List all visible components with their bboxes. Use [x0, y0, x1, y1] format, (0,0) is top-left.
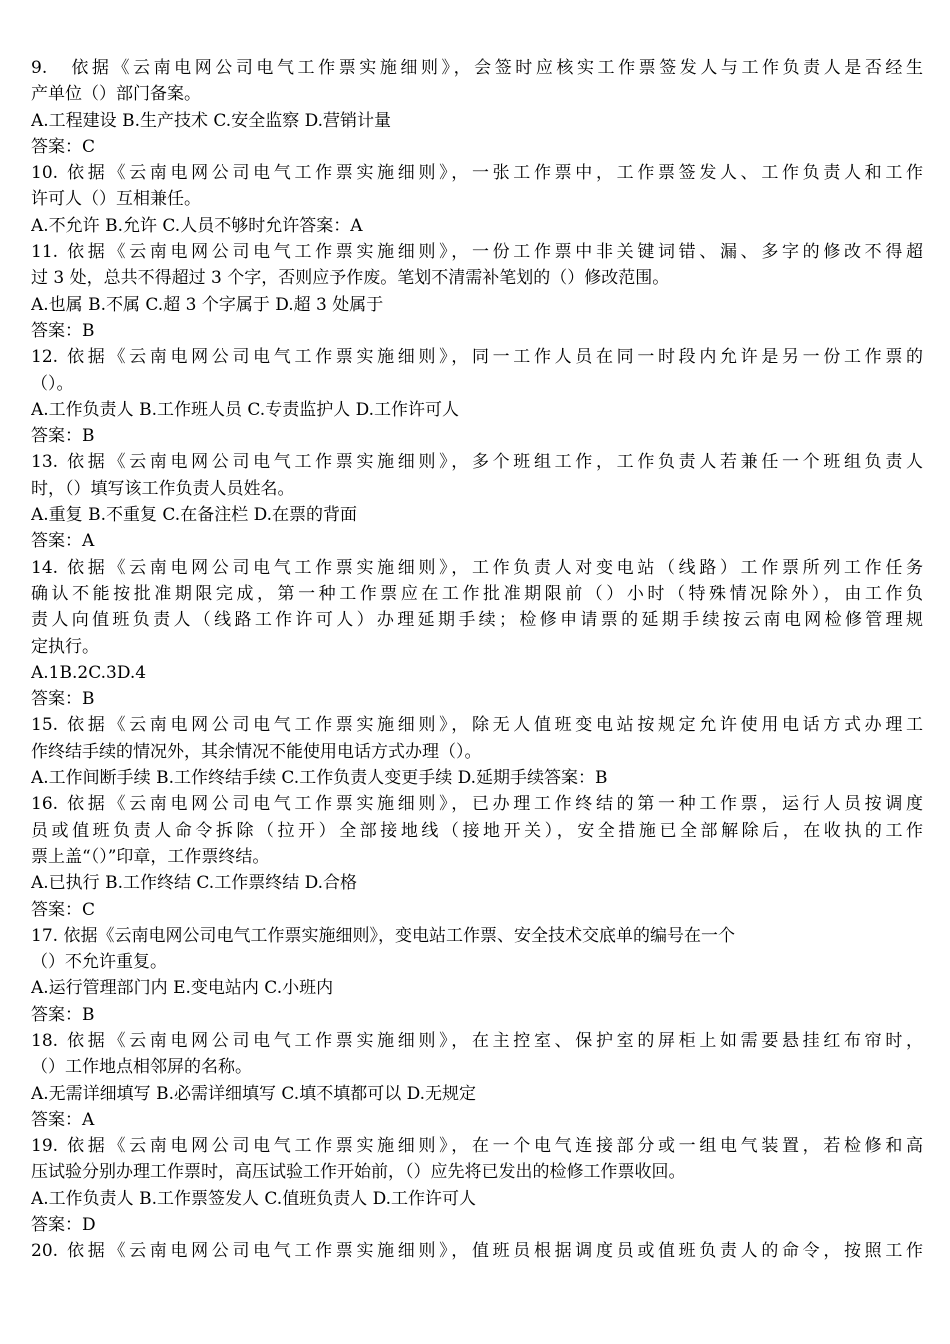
document-body	[31, 55, 923, 1265]
text-line: 15. 依据《云南电网公司电气工作票实施细则》，除无人值班变电站按规定允许使用电话方式办理工	[31, 715, 923, 736]
text-line: 13. 依据《云南电网公司电气工作票实施细则》，多个班组工作，工作负责人若兼任一个班组负责人	[31, 452, 923, 473]
text-line: 9. 依据《云南电网公司电气工作票实施细则》，会签时应核实工作票签发人与工作负责人是否经生	[31, 58, 923, 78]
text-line: A.也属 B.不属 C.超 3 个字属于 D.超 3 处属于	[31, 294, 384, 315]
text-line: 10. 依据《云南电网公司电气工作票实施细则》，一张工作票中，工作票签发人、工作负责人和工作	[31, 163, 923, 184]
text-line: 许可人（）互相兼任。	[31, 189, 201, 210]
text-line: （）。	[31, 373, 74, 394]
text-line: A.工程建设 B.生产技术 C.安全监察 D.营销计量	[31, 110, 392, 131]
text-line: A.重复 B.不重复 C.在备注栏 D.在票的背面	[31, 505, 358, 526]
text-line: 19. 依据《云南电网公司电气工作票实施细则》，在一个电气连接部分或一组电气装置，若检修和高	[31, 1136, 923, 1157]
text-line: 员或值班负责人命令拆除（拉开）全部接地线（接地开关），安全措施已全部解除后，在收执的工作	[31, 820, 923, 841]
text-line: A.工作负责人 B.工作票签发人 C.值班负责人 D.工作许可人	[31, 1188, 477, 1209]
text-line: 答案：A	[31, 531, 95, 552]
text-line: 11. 依据《云南电网公司电气工作票实施细则》，一份工作票中非关键词错、漏、多字的修改不得超	[31, 242, 923, 263]
text-line: 过 3 处，总共不得超过 3 个字，否则应予作废。笔划不清需补笔划的（）修改范围。	[31, 268, 670, 289]
text-line: 18. 依据《云南电网公司电气工作票实施细则》，在主控室、保护室的屏柜上如需要悬挂红布帘时，	[31, 1030, 923, 1051]
text-line: 确认不能按批准期限完成，第一种工作票应在工作批准期限前（）小时（特殊情况除外），由工作负	[31, 583, 923, 604]
text-line: 答案：D	[31, 1215, 96, 1236]
text-line: （）不允许重复。	[31, 952, 167, 973]
text-line: 20. 依据《云南电网公司电气工作票实施细则》，值班员根据调度员或值班负责人的命令，按照工作	[31, 1241, 923, 1262]
text-line: 答案：B	[31, 1004, 95, 1025]
text-line: 定执行。	[31, 636, 99, 657]
text-line: A.已执行 B.工作终结 C.工作票终结 D.合格	[31, 873, 358, 894]
text-line: 答案：B	[31, 320, 95, 341]
text-line: 压试验分别办理工作票时，高压试验工作开始前，（）应先将已发出的检修工作票收回。	[31, 1162, 686, 1183]
text-line: 答案：B	[31, 426, 95, 447]
text-line: A.无需详细填写 B.必需详细填写 C.填不填都可以 D.无规定	[31, 1083, 477, 1104]
text-line: A.工作负责人 B.工作班人员 C.专责监护人 D.工作许可人	[31, 399, 460, 420]
text-line: 16. 依据《云南电网公司电气工作票实施细则》，已办理工作终结的第一种工作票，运行人员按调度	[31, 794, 923, 815]
text-line: 时，（）填写该工作负责人员姓名。	[31, 478, 295, 499]
text-line: 14. 依据《云南电网公司电气工作票实施细则》，工作负责人对变电站（线路）工作票所列工作任务	[31, 557, 923, 578]
text-line: 12. 依据《云南电网公司电气工作票实施细则》，同一工作人员在同一时段内允许是另一份工作票的	[31, 347, 923, 368]
text-line: 答案：A	[31, 1109, 95, 1130]
text-line: 答案：C	[31, 899, 96, 920]
text-line: 票上盖“（）”印章，工作票终结。	[31, 846, 270, 867]
text-line: 责人向值班负责人（线路工作许可人）办理延期手续；检修申请票的延期手续按云南电网检修管理规	[31, 610, 923, 631]
text-line: 作终结手续的情况外，其余情况不能使用电话方式办理（）。	[31, 741, 482, 762]
text-line: 答案：B	[31, 689, 95, 710]
text-line: （）工作地点相邻屏的名称。	[31, 1057, 252, 1078]
text-line: A.不允许 B.允许 C.人员不够时允许答案：A	[31, 215, 363, 236]
text-line: 答案：C	[31, 136, 96, 157]
text-line: 产单位（）部门备案。	[31, 84, 201, 105]
text-line: A.1B.2C.3D.4	[31, 662, 147, 683]
text-line: A.工作间断手续 B.工作终结手续 C.工作负责人变更手续 D.延期手续答案：B	[31, 768, 608, 789]
text-line: 17. 依据《云南电网公司电气工作票实施细则》，变电站工作票、安全技术交底单的编号在一个	[31, 925, 735, 946]
text-line: A.运行管理部门内 E.变电站内 C.小班内	[31, 978, 334, 999]
